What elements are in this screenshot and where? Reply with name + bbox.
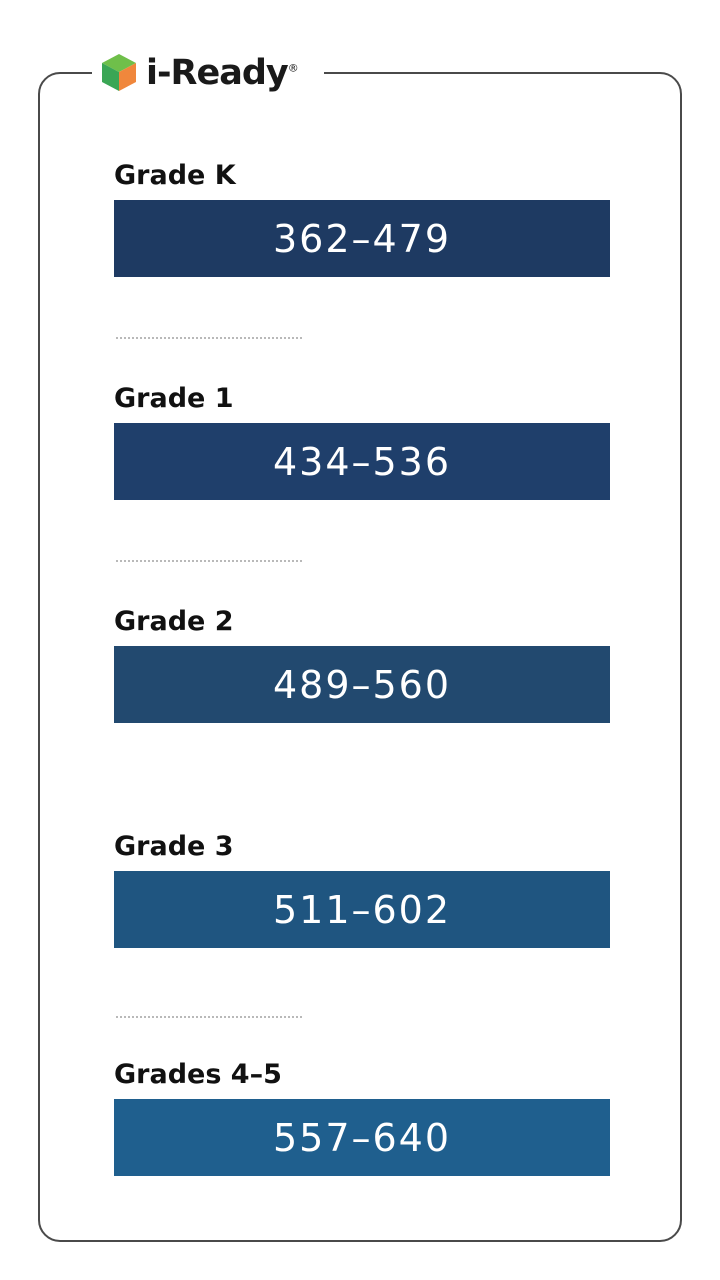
grade-row-2 (114, 606, 610, 723)
score-range: 362–479 (272, 216, 452, 261)
grade-label: Grades 4–5 (114, 1059, 282, 1090)
grade-row-3 (114, 831, 610, 948)
score-range: 557–640 (272, 1115, 452, 1160)
score-band (114, 423, 610, 500)
score-band (114, 1099, 610, 1176)
grade-row-1 (114, 383, 610, 500)
score-range: 434–536 (272, 439, 452, 484)
grade-label: Grade 2 (114, 606, 234, 637)
grade-row-k (114, 160, 610, 277)
score-band (114, 646, 610, 723)
row-divider (116, 337, 302, 339)
cube-logo-icon (100, 53, 138, 93)
row-divider (116, 1016, 302, 1018)
grade-row-4-5 (114, 1059, 610, 1176)
brand-trademark: ® (287, 60, 298, 74)
score-range: 489–560 (272, 662, 452, 707)
brand-wordmark (146, 52, 298, 93)
row-divider (116, 560, 302, 562)
grade-label: Grade K (114, 160, 236, 191)
score-band (114, 200, 610, 277)
brand-logo (100, 50, 298, 96)
score-range: 511–602 (272, 887, 452, 932)
score-band (114, 871, 610, 948)
grade-label: Grade 1 (114, 383, 234, 414)
brand-name: i-Ready (146, 52, 288, 93)
grade-label: Grade 3 (114, 831, 234, 862)
